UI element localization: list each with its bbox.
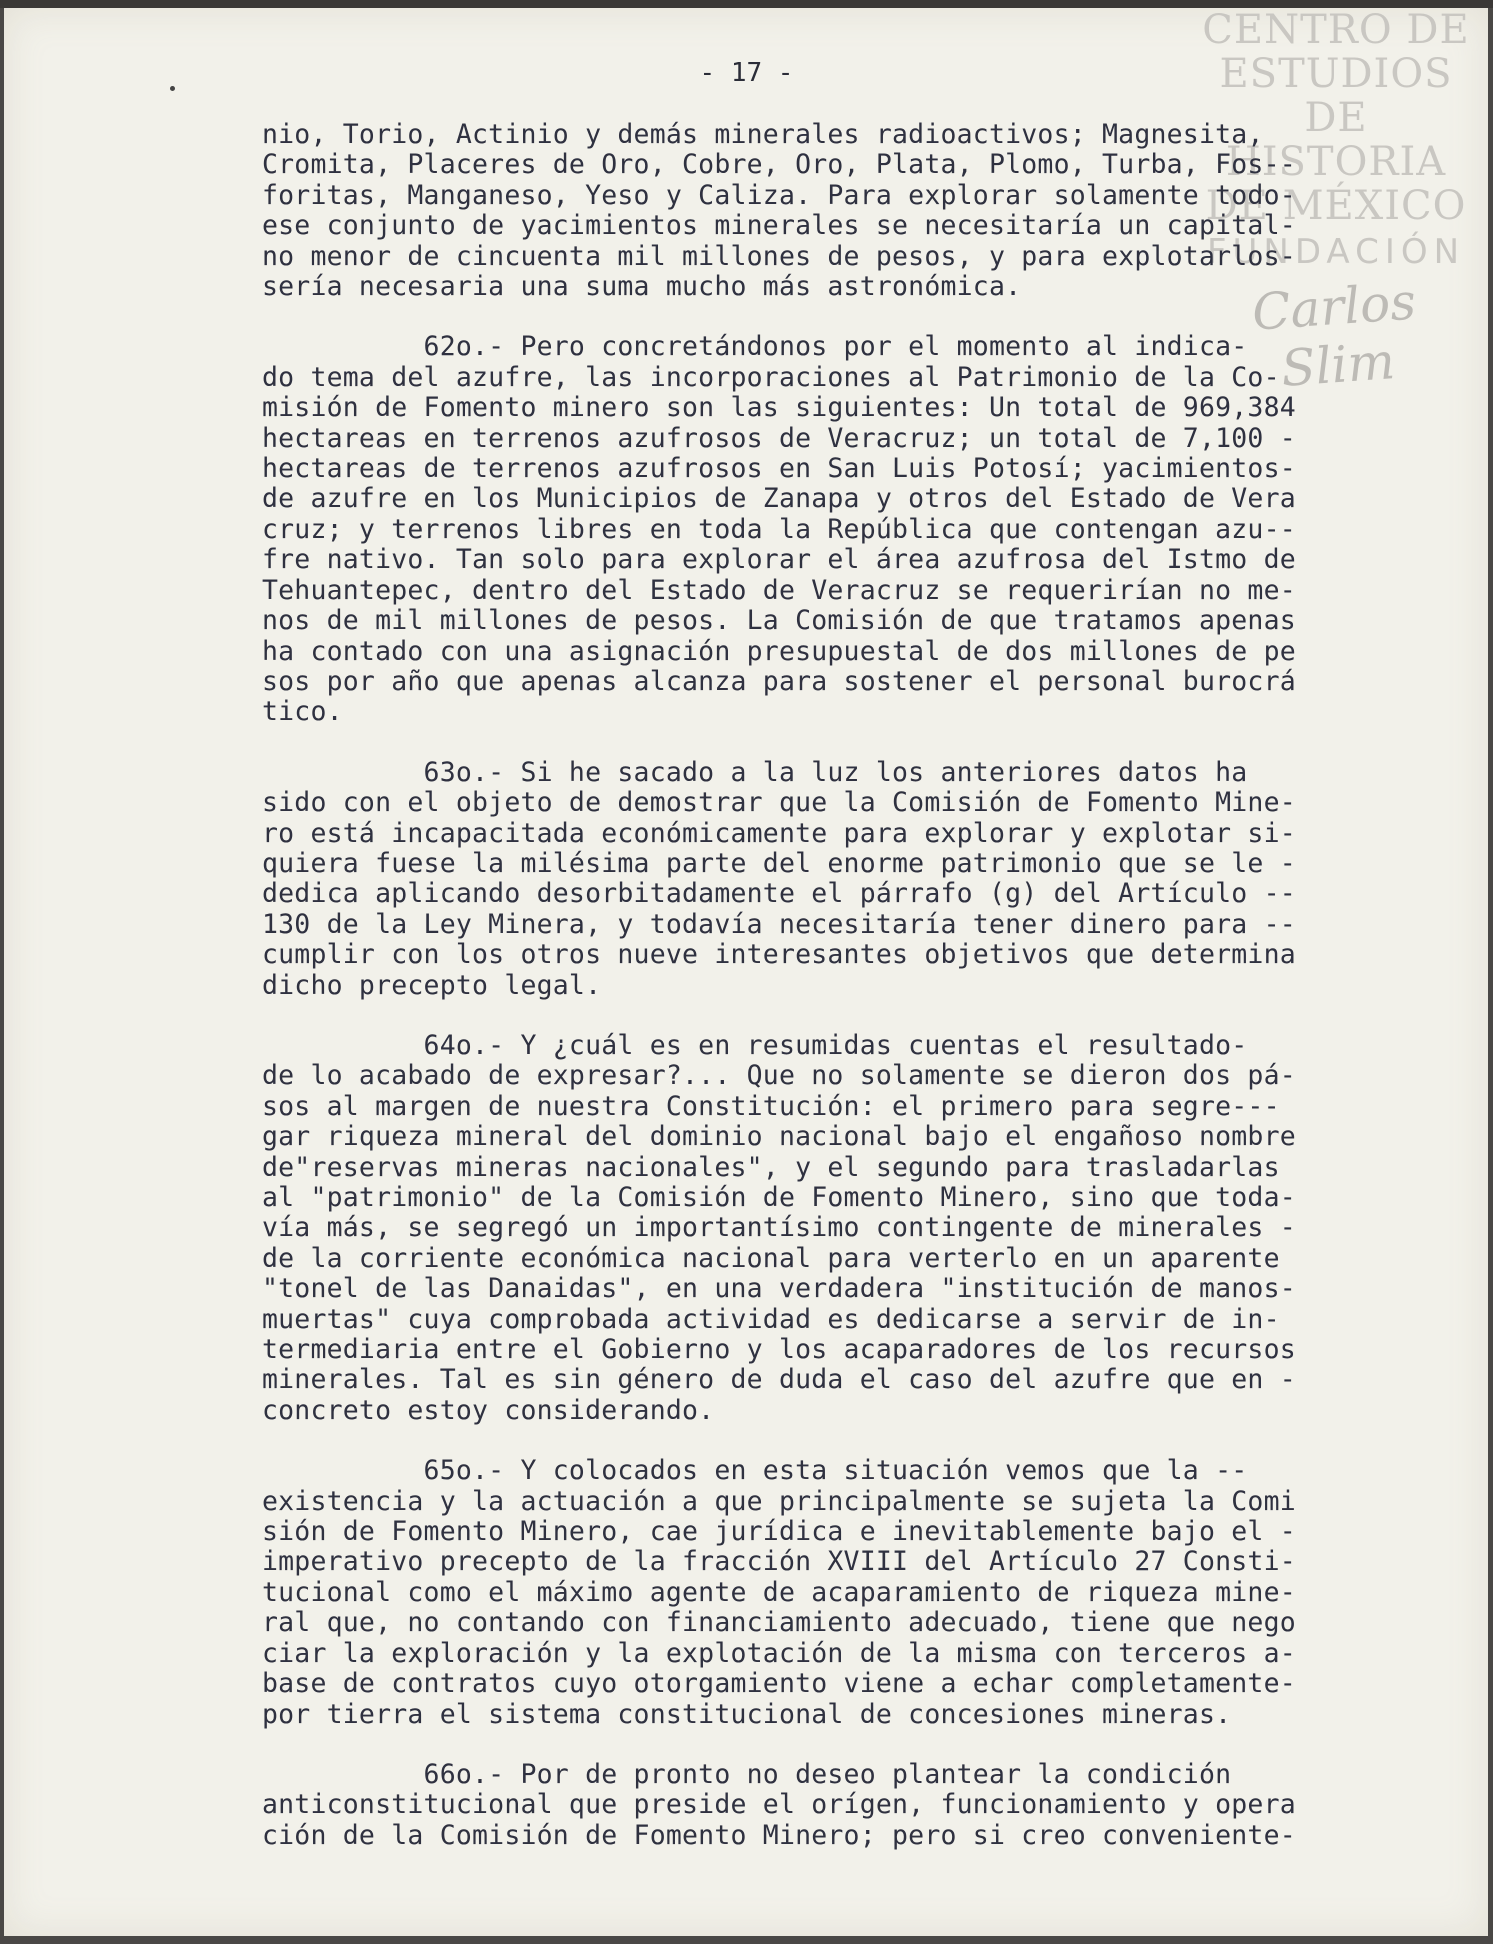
- text-line: gar riqueza mineral del dominio nacional bajo el engañoso nombre: [262, 1121, 1296, 1153]
- text-line: concreto estoy considerando.: [262, 1394, 715, 1426]
- text-line: do tema del azufre, las incorporaciones al Patrimonio de la Co-: [262, 361, 1280, 393]
- text-line: 63o.- Si he sacado a la luz los anteriores datos ha: [262, 756, 1248, 788]
- watermark-line: CENTRO DE: [1202, 7, 1470, 53]
- text-line: fre nativo. Tan solo para explorar el área azufrosa del Istmo de: [262, 544, 1296, 576]
- text-line: anticonstitucional que preside el orígen, funcionamiento y opera: [262, 1789, 1296, 1821]
- text-line: ro está incapacitada económicamente para explorar y explotar si-: [262, 817, 1296, 849]
- text-line: 66o.- Por de pronto no deseo plantear la condición: [262, 1758, 1232, 1790]
- text-line: tico.: [262, 696, 343, 728]
- text-line: Tehuantepec, dentro del Estado de Veracruz se requerirían no me-: [262, 574, 1296, 606]
- paragraph-gap: [262, 1730, 1392, 1760]
- watermark-line: DE MÉXICO: [1205, 183, 1467, 229]
- paragraph: [262, 1031, 1392, 1426]
- text-line: 62o.- Pero concretándonos por el momento al indica-: [262, 331, 1248, 363]
- text-line: Cromita, Placeres de Oro, Cobre, Oro, Plata, Plomo, Turba, Fos--: [262, 149, 1296, 181]
- text-line: 64o.- Y ¿cuál es en resumidas cuentas el resultado-: [262, 1029, 1248, 1061]
- page-number: - 17 -: [699, 58, 794, 88]
- text-line: quiera fuese la milésima parte del enorme patrimonio que se le -: [262, 847, 1296, 879]
- text-line: dedica aplicando desorbitadamente el párrafo (g) del Artículo --: [262, 878, 1296, 910]
- text-line: de la corriente económica nacional para verterlo en un aparente: [262, 1242, 1280, 1274]
- text-line: foritas, Manganeso, Yeso y Caliza. Para explorar solamente todo-: [262, 179, 1296, 211]
- document-body: [262, 120, 1392, 1851]
- text-line: nio, Torio, Actinio y demás minerales radioactivos; Magnesita,: [262, 119, 1264, 150]
- text-line: 65o.- Y colocados en esta situación vemos que la --: [262, 1455, 1248, 1487]
- text-line: sería necesaria una suma mucho más astronómica.: [262, 271, 1022, 303]
- text-line: sido con el objeto de demostrar que la Comisión de Fomento Mine-: [262, 787, 1296, 819]
- text-line: ciar la exploración y la explotación de la misma con terceros a-: [262, 1637, 1296, 1669]
- text-line: muertas" cuya comprobada actividad es dedicarse a servir de in-: [262, 1303, 1280, 1335]
- watermark-line: ESTUDIOS: [1219, 51, 1453, 97]
- paragraph-gap: [262, 1001, 1392, 1031]
- paragraph: [262, 120, 1392, 302]
- text-line: hectareas en terrenos azufrosos de Veracruz; un total de 7,100 -: [262, 422, 1296, 454]
- text-line: sos al margen de nuestra Constitución: el primero para segre---: [262, 1090, 1280, 1122]
- text-line: imperativo precepto de la fracción XVIII del Artículo 27 Consti-: [262, 1546, 1296, 1578]
- watermark-foundation: FUNDACIÓN: [1206, 232, 1466, 272]
- text-line: tucional como el máximo agente de acaparamiento de riqueza mine-: [262, 1576, 1296, 1608]
- paragraph-gap: [262, 728, 1392, 758]
- text-line: sos por año que apenas alcanza para sostener el personal burocrá: [262, 665, 1296, 697]
- text-line: base de contratos cuyo otorgamiento viene a echar completamente-: [262, 1668, 1296, 1700]
- paragraph: [262, 1760, 1392, 1851]
- paragraph-gap: [262, 1426, 1392, 1456]
- text-line: por tierra el sistema constitucional de concesiones mineras.: [262, 1698, 1232, 1730]
- paragraph: [262, 1456, 1392, 1730]
- text-line: al "patrimonio" de la Comisión de Fomento Minero, sino que toda-: [262, 1182, 1296, 1213]
- text-line: misión de Fomento minero son las siguientes: Un total de 969,384: [262, 392, 1296, 424]
- paragraph: [262, 758, 1392, 1001]
- text-line: existencia y la actuación a que principalmente se sujeta la Comi: [262, 1485, 1296, 1517]
- text-line: vía más, se segregó un importantísimo contingente de minerales -: [262, 1212, 1296, 1244]
- paragraph-gap: [262, 302, 1392, 332]
- text-line: termediaria entre el Gobierno y los acaparadores de los recursos: [262, 1334, 1296, 1366]
- text-line: dicho precepto legal.: [262, 969, 602, 1001]
- text-line: nos de mil millones de pesos. La Comisión de que tratamos apenas: [262, 605, 1296, 637]
- text-line: hectareas de terrenos azufrosos en San Luis Potosí; yacimientos-: [262, 453, 1296, 485]
- paragraph: [262, 332, 1392, 727]
- text-line: de lo acabado de expresar?... Que no solamente se dieron dos pá-: [262, 1060, 1296, 1092]
- watermark-line: DE HISTORIA: [1225, 95, 1447, 185]
- text-line: ha contado con una asignación presupuestal de dos millones de pe: [262, 635, 1296, 667]
- watermark-signature: Carlos Slim: [1250, 272, 1418, 398]
- text-line: de"reservas mineras nacionales", y el segundo para trasladarlas: [262, 1151, 1280, 1183]
- text-line: 130 de la Ley Minera, y todavía necesitaría tener dinero para --: [262, 908, 1296, 940]
- scan-top-edge: [0, 0, 1493, 8]
- text-line: ción de la Comisión de Fomento Minero; pero si creo conveniente-: [262, 1819, 1296, 1851]
- text-line: "tonel de las Danaidas", en una verdadera "institución de manos-: [262, 1273, 1296, 1305]
- text-line: sión de Fomento Minero, cae jurídica e inevitablemente bajo el -: [262, 1516, 1296, 1548]
- text-line: no menor de cincuenta mil millones de pesos, y para explotarlos-: [262, 240, 1296, 272]
- text-line: cruz; y terrenos libres en toda la República que contengan azu--: [262, 513, 1296, 545]
- text-line: ese conjunto de yacimientos minerales se necesitaría un capital-: [262, 210, 1296, 242]
- text-line: minerales. Tal es sin género de duda el caso del azufre que en -: [262, 1364, 1296, 1396]
- text-line: cumplir con los otros nueve interesantes objetivos que determina: [262, 939, 1296, 971]
- text-line: de azufre en los Municipios de Zanapa y otros del Estado de Vera: [262, 483, 1296, 515]
- text-line: ral que, no contando con financiamiento adecuado, tiene que nego: [262, 1607, 1296, 1639]
